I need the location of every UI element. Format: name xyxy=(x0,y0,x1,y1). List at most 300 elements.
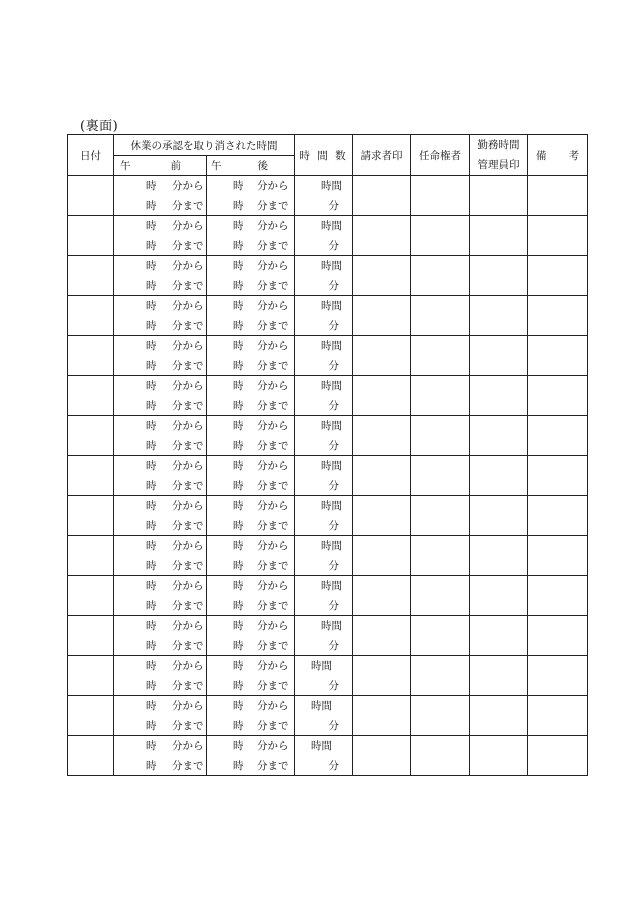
am-from-hour-label: 時 xyxy=(146,420,157,432)
pm-time-cell[interactable] xyxy=(207,376,295,416)
requester-seal-cell[interactable] xyxy=(353,216,411,256)
pm-until-minute-label: 分まで xyxy=(257,440,289,452)
minutes-label: 分 xyxy=(328,600,339,612)
minutes-label: 分 xyxy=(328,360,339,372)
attendance-manager-cell[interactable] xyxy=(470,616,528,656)
remarks-cell[interactable] xyxy=(528,456,588,496)
header-attendance-manager-line1: 勤務時間 xyxy=(477,139,520,151)
am-until-hour-label: 時 xyxy=(146,680,157,692)
appointer-cell[interactable] xyxy=(411,576,470,616)
appointer-cell[interactable] xyxy=(411,176,470,216)
hours-cell[interactable] xyxy=(295,216,353,256)
hours-cell[interactable] xyxy=(295,176,353,216)
am-time-cell[interactable] xyxy=(114,296,207,336)
pm-until-hour-label: 時 xyxy=(233,360,244,372)
attendance-manager-cell[interactable] xyxy=(470,496,528,536)
table-row xyxy=(68,736,588,776)
header-pm-char2: 後 xyxy=(257,160,268,172)
pm-from-minute-label: 分から xyxy=(257,620,289,632)
pm-until-minute-label: 分まで xyxy=(257,760,289,772)
appointer-cell[interactable] xyxy=(411,696,470,736)
hours-label: 時間 xyxy=(321,460,342,472)
attendance-manager-cell[interactable] xyxy=(470,216,528,256)
hours-cell[interactable] xyxy=(295,536,353,576)
hours-label: 時間 xyxy=(321,300,342,312)
pm-from-minute-label: 分から xyxy=(257,660,289,672)
date-cell[interactable] xyxy=(68,296,114,336)
appointer-cell[interactable] xyxy=(411,336,470,376)
hours-cell[interactable] xyxy=(295,576,353,616)
minutes-label: 分 xyxy=(328,520,339,532)
hours-label: 時間 xyxy=(311,740,332,752)
pm-from-hour-label: 時 xyxy=(233,620,244,632)
date-cell[interactable] xyxy=(68,376,114,416)
am-from-hour-label: 時 xyxy=(146,180,157,192)
hours-label: 時間 xyxy=(321,500,342,512)
hours-cell[interactable] xyxy=(295,736,353,776)
am-from-minute-label: 分から xyxy=(172,540,204,552)
hours-label: 時間 xyxy=(321,340,342,352)
remarks-cell[interactable] xyxy=(528,336,588,376)
header-cancelled-leave: 休業の承認を取り消された時間 xyxy=(114,135,295,156)
hours-label: 時間 xyxy=(321,420,342,432)
am-from-minute-label: 分から xyxy=(172,260,204,272)
pm-from-minute-label: 分から xyxy=(257,540,289,552)
am-from-hour-label: 時 xyxy=(146,580,157,592)
table-row xyxy=(68,656,588,696)
requester-seal-cell[interactable] xyxy=(353,416,411,456)
table-row xyxy=(68,696,588,736)
appointer-cell[interactable] xyxy=(411,216,470,256)
appointer-cell[interactable] xyxy=(411,456,470,496)
minutes-label: 分 xyxy=(328,560,339,572)
am-until-hour-label: 時 xyxy=(146,200,157,212)
attendance-manager-cell[interactable] xyxy=(470,416,528,456)
pm-until-hour-label: 時 xyxy=(233,280,244,292)
pm-until-hour-label: 時 xyxy=(233,720,244,732)
appointer-cell[interactable] xyxy=(411,536,470,576)
am-until-hour-label: 時 xyxy=(146,480,157,492)
date-cell[interactable] xyxy=(68,456,114,496)
requester-seal-cell[interactable] xyxy=(353,616,411,656)
hours-cell[interactable] xyxy=(295,376,353,416)
date-cell[interactable] xyxy=(68,176,114,216)
date-cell[interactable] xyxy=(68,256,114,296)
attendance-manager-cell[interactable] xyxy=(470,656,528,696)
hours-label: 時間 xyxy=(321,260,342,272)
table-row xyxy=(68,616,588,656)
attendance-manager-cell[interactable] xyxy=(470,736,528,776)
am-until-hour-label: 時 xyxy=(146,320,157,332)
pm-from-minute-label: 分から xyxy=(257,580,289,592)
pm-from-hour-label: 時 xyxy=(233,220,244,232)
hours-cell[interactable] xyxy=(295,336,353,376)
header-pm xyxy=(207,156,295,176)
requester-seal-cell[interactable] xyxy=(353,536,411,576)
pm-from-minute-label: 分から xyxy=(257,180,289,192)
am-until-minute-label: 分まで xyxy=(172,240,204,252)
header-am-char2: 前 xyxy=(170,160,181,172)
pm-time-cell[interactable] xyxy=(207,176,295,216)
pm-until-hour-label: 時 xyxy=(233,480,244,492)
am-until-hour-label: 時 xyxy=(146,720,157,732)
pm-from-minute-label: 分から xyxy=(257,740,289,752)
pm-from-minute-label: 分から xyxy=(257,460,289,472)
am-from-minute-label: 分から xyxy=(172,380,204,392)
attendance-manager-cell[interactable] xyxy=(470,176,528,216)
minutes-label: 分 xyxy=(328,280,339,292)
pm-until-hour-label: 時 xyxy=(233,640,244,652)
am-until-minute-label: 分まで xyxy=(172,400,204,412)
pm-until-hour-label: 時 xyxy=(233,600,244,612)
pm-until-minute-label: 分まで xyxy=(257,520,289,532)
hours-label: 時間 xyxy=(321,180,342,192)
pm-from-hour-label: 時 xyxy=(233,500,244,512)
minutes-label: 分 xyxy=(328,200,339,212)
requester-seal-cell[interactable] xyxy=(353,736,411,776)
am-until-hour-label: 時 xyxy=(146,240,157,252)
am-time-cell[interactable] xyxy=(114,456,207,496)
table-row xyxy=(68,296,588,336)
hours-cell[interactable] xyxy=(295,416,353,456)
requester-seal-cell[interactable] xyxy=(353,176,411,216)
hours-label: 時間 xyxy=(321,620,342,632)
table-row xyxy=(68,376,588,416)
pm-until-minute-label: 分まで xyxy=(257,200,289,212)
am-from-minute-label: 分から xyxy=(172,420,204,432)
am-from-hour-label: 時 xyxy=(146,540,157,552)
remarks-cell[interactable] xyxy=(528,576,588,616)
pm-from-hour-label: 時 xyxy=(233,700,244,712)
pm-until-minute-label: 分まで xyxy=(257,280,289,292)
am-time-cell[interactable] xyxy=(114,376,207,416)
requester-seal-cell[interactable] xyxy=(353,256,411,296)
am-time-cell[interactable] xyxy=(114,536,207,576)
am-time-cell[interactable] xyxy=(114,496,207,536)
appointer-cell[interactable] xyxy=(411,296,470,336)
am-from-minute-label: 分から xyxy=(172,460,204,472)
remarks-cell[interactable] xyxy=(528,496,588,536)
remarks-cell[interactable] xyxy=(528,376,588,416)
pm-until-minute-label: 分まで xyxy=(257,360,289,372)
hours-label: 時間 xyxy=(321,540,342,552)
date-cell[interactable] xyxy=(68,656,114,696)
minutes-label: 分 xyxy=(328,640,339,652)
pm-until-minute-label: 分まで xyxy=(257,480,289,492)
pm-until-minute-label: 分まで xyxy=(257,560,289,572)
date-cell[interactable] xyxy=(68,696,114,736)
header-appointer: 任命権者 xyxy=(411,135,470,176)
am-from-minute-label: 分から xyxy=(172,580,204,592)
requester-seal-cell[interactable] xyxy=(353,496,411,536)
am-from-hour-label: 時 xyxy=(146,220,157,232)
am-from-minute-label: 分から xyxy=(172,180,204,192)
pm-from-minute-label: 分から xyxy=(257,300,289,312)
am-time-cell[interactable] xyxy=(114,576,207,616)
header-attendance-manager-line2: 管理員印 xyxy=(477,159,520,171)
attendance-manager-cell[interactable] xyxy=(470,456,528,496)
pm-from-hour-label: 時 xyxy=(233,340,244,352)
pm-until-minute-label: 分まで xyxy=(257,240,289,252)
header-pm-char1: 午 xyxy=(211,160,222,172)
appointer-cell[interactable] xyxy=(411,496,470,536)
pm-from-minute-label: 分から xyxy=(257,420,289,432)
attendance-manager-cell[interactable] xyxy=(470,296,528,336)
remarks-cell[interactable] xyxy=(528,536,588,576)
header-am xyxy=(114,156,207,176)
am-until-hour-label: 時 xyxy=(146,520,157,532)
pm-from-hour-label: 時 xyxy=(233,300,244,312)
am-from-minute-label: 分から xyxy=(172,300,204,312)
am-until-minute-label: 分まで xyxy=(172,360,204,372)
pm-until-minute-label: 分まで xyxy=(257,600,289,612)
appointer-cell[interactable] xyxy=(411,416,470,456)
hours-label: 時間 xyxy=(311,700,332,712)
am-time-cell[interactable] xyxy=(114,416,207,456)
pm-until-hour-label: 時 xyxy=(233,320,244,332)
hours-label: 時間 xyxy=(321,220,342,232)
am-time-cell[interactable] xyxy=(114,256,207,296)
pm-time-cell[interactable] xyxy=(207,536,295,576)
date-cell[interactable] xyxy=(68,616,114,656)
pm-time-cell[interactable] xyxy=(207,416,295,456)
am-from-hour-label: 時 xyxy=(146,660,157,672)
remarks-cell[interactable] xyxy=(528,216,588,256)
table-row xyxy=(68,216,588,256)
pm-until-minute-label: 分まで xyxy=(257,320,289,332)
am-from-minute-label: 分から xyxy=(172,660,204,672)
pm-time-cell[interactable] xyxy=(207,336,295,376)
am-from-hour-label: 時 xyxy=(146,260,157,272)
pm-from-minute-label: 分から xyxy=(257,380,289,392)
header-remarks xyxy=(528,135,588,176)
am-until-minute-label: 分まで xyxy=(172,320,204,332)
pm-until-minute-label: 分まで xyxy=(257,680,289,692)
pm-from-minute-label: 分から xyxy=(257,700,289,712)
am-time-cell[interactable] xyxy=(114,176,207,216)
am-until-minute-label: 分まで xyxy=(172,760,204,772)
pm-from-minute-label: 分から xyxy=(257,500,289,512)
am-from-minute-label: 分から xyxy=(172,620,204,632)
minutes-label: 分 xyxy=(328,480,339,492)
am-until-hour-label: 時 xyxy=(146,760,157,772)
remarks-cell[interactable] xyxy=(528,296,588,336)
pm-until-minute-label: 分まで xyxy=(257,720,289,732)
pm-time-cell[interactable] xyxy=(207,296,295,336)
attendance-manager-cell[interactable] xyxy=(470,576,528,616)
requester-seal-cell[interactable] xyxy=(353,576,411,616)
minutes-label: 分 xyxy=(328,440,339,452)
pm-from-hour-label: 時 xyxy=(233,580,244,592)
hours-label: 時間 xyxy=(321,380,342,392)
table-row xyxy=(68,256,588,296)
am-from-hour-label: 時 xyxy=(146,460,157,472)
pm-time-cell[interactable] xyxy=(207,736,295,776)
pm-from-hour-label: 時 xyxy=(233,380,244,392)
am-from-hour-label: 時 xyxy=(146,380,157,392)
am-time-cell[interactable] xyxy=(114,616,207,656)
table-row xyxy=(68,576,588,616)
pm-time-cell[interactable] xyxy=(207,696,295,736)
pm-until-hour-label: 時 xyxy=(233,440,244,452)
appointer-cell[interactable] xyxy=(411,616,470,656)
minutes-label: 分 xyxy=(328,680,339,692)
attendance-manager-cell[interactable] xyxy=(470,256,528,296)
table-row xyxy=(68,176,588,216)
date-cell[interactable] xyxy=(68,496,114,536)
am-time-cell[interactable] xyxy=(114,696,207,736)
remarks-cell[interactable] xyxy=(528,616,588,656)
am-until-hour-label: 時 xyxy=(146,600,157,612)
attendance-manager-cell[interactable] xyxy=(470,376,528,416)
minutes-label: 分 xyxy=(328,720,339,732)
hours-cell[interactable] xyxy=(295,616,353,656)
attendance-manager-cell[interactable] xyxy=(470,536,528,576)
pm-until-minute-label: 分まで xyxy=(257,640,289,652)
am-until-minute-label: 分まで xyxy=(172,440,204,452)
minutes-label: 分 xyxy=(328,240,339,252)
am-time-cell[interactable] xyxy=(114,736,207,776)
attendance-manager-cell[interactable] xyxy=(470,336,528,376)
pm-until-hour-label: 時 xyxy=(233,240,244,252)
header-date: 日付 xyxy=(68,135,114,176)
pm-until-hour-label: 時 xyxy=(233,680,244,692)
am-until-hour-label: 時 xyxy=(146,560,157,572)
appointer-cell[interactable] xyxy=(411,256,470,296)
am-until-minute-label: 分まで xyxy=(172,600,204,612)
appointer-cell[interactable] xyxy=(411,656,470,696)
am-until-hour-label: 時 xyxy=(146,400,157,412)
am-until-hour-label: 時 xyxy=(146,640,157,652)
pm-until-hour-label: 時 xyxy=(233,520,244,532)
am-until-hour-label: 時 xyxy=(146,440,157,452)
pm-until-hour-label: 時 xyxy=(233,760,244,772)
table-row xyxy=(68,536,588,576)
minutes-label: 分 xyxy=(328,400,339,412)
leave-cancellation-table xyxy=(67,134,588,776)
hours-cell[interactable] xyxy=(295,696,353,736)
pm-time-cell[interactable] xyxy=(207,256,295,296)
pm-until-hour-label: 時 xyxy=(233,560,244,572)
pm-from-hour-label: 時 xyxy=(233,420,244,432)
pm-time-cell[interactable] xyxy=(207,496,295,536)
requester-seal-cell[interactable] xyxy=(353,696,411,736)
date-cell[interactable] xyxy=(68,736,114,776)
remarks-cell[interactable] xyxy=(528,736,588,776)
pm-until-hour-label: 時 xyxy=(233,400,244,412)
hours-cell[interactable] xyxy=(295,496,353,536)
remarks-cell[interactable] xyxy=(528,176,588,216)
hours-cell[interactable] xyxy=(295,256,353,296)
am-from-minute-label: 分から xyxy=(172,700,204,712)
pm-from-hour-label: 時 xyxy=(233,660,244,672)
am-from-hour-label: 時 xyxy=(146,300,157,312)
hours-cell[interactable] xyxy=(295,456,353,496)
pm-from-minute-label: 分から xyxy=(257,340,289,352)
hours-label: 時間 xyxy=(321,580,342,592)
am-from-hour-label: 時 xyxy=(146,740,157,752)
pm-from-minute-label: 分から xyxy=(257,260,289,272)
pm-from-hour-label: 時 xyxy=(233,740,244,752)
am-from-minute-label: 分から xyxy=(172,220,204,232)
pm-time-cell[interactable] xyxy=(207,576,295,616)
pm-from-hour-label: 時 xyxy=(233,540,244,552)
header-am-char1: 午 xyxy=(120,160,131,172)
am-until-minute-label: 分まで xyxy=(172,640,204,652)
hours-cell[interactable] xyxy=(295,656,353,696)
am-from-hour-label: 時 xyxy=(146,620,157,632)
date-cell[interactable] xyxy=(68,216,114,256)
am-until-minute-label: 分まで xyxy=(172,680,204,692)
date-cell[interactable] xyxy=(68,336,114,376)
attendance-manager-cell[interactable] xyxy=(470,696,528,736)
requester-seal-cell[interactable] xyxy=(353,336,411,376)
am-from-hour-label: 時 xyxy=(146,500,157,512)
requester-seal-cell[interactable] xyxy=(353,456,411,496)
remarks-cell[interactable] xyxy=(528,656,588,696)
header-remarks-char1: 備 xyxy=(536,149,547,162)
am-until-minute-label: 分まで xyxy=(172,480,204,492)
page-side-label: (裏面) xyxy=(80,119,119,134)
header-hours: 時 間 数 xyxy=(295,135,353,176)
minutes-label: 分 xyxy=(328,320,339,332)
am-until-minute-label: 分まで xyxy=(172,720,204,732)
table-row xyxy=(68,496,588,536)
remarks-cell[interactable] xyxy=(528,696,588,736)
header-remarks-char2: 考 xyxy=(568,149,579,162)
am-time-cell[interactable] xyxy=(114,216,207,256)
date-cell[interactable] xyxy=(68,536,114,576)
pm-from-hour-label: 時 xyxy=(233,260,244,272)
date-cell[interactable] xyxy=(68,416,114,456)
hours-cell[interactable] xyxy=(295,296,353,336)
am-until-minute-label: 分まで xyxy=(172,280,204,292)
pm-time-cell[interactable] xyxy=(207,616,295,656)
table-row xyxy=(68,416,588,456)
appointer-cell[interactable] xyxy=(411,376,470,416)
header-requester-seal: 請求者印 xyxy=(353,135,411,176)
am-time-cell[interactable] xyxy=(114,336,207,376)
minutes-label: 分 xyxy=(328,760,339,772)
pm-until-minute-label: 分まで xyxy=(257,400,289,412)
am-from-minute-label: 分から xyxy=(172,340,204,352)
appointer-cell[interactable] xyxy=(411,736,470,776)
am-until-hour-label: 時 xyxy=(146,280,157,292)
requester-seal-cell[interactable] xyxy=(353,656,411,696)
requester-seal-cell[interactable] xyxy=(353,296,411,336)
am-from-minute-label: 分から xyxy=(172,500,204,512)
am-until-hour-label: 時 xyxy=(146,360,157,372)
table-row xyxy=(68,456,588,496)
requester-seal-cell[interactable] xyxy=(353,376,411,416)
am-until-minute-label: 分まで xyxy=(172,520,204,532)
pm-time-cell[interactable] xyxy=(207,456,295,496)
am-from-minute-label: 分から xyxy=(172,740,204,752)
remarks-cell[interactable] xyxy=(528,416,588,456)
am-until-minute-label: 分まで xyxy=(172,200,204,212)
header-attendance-manager xyxy=(470,135,528,176)
remarks-cell[interactable] xyxy=(528,256,588,296)
table-row xyxy=(68,336,588,376)
pm-from-hour-label: 時 xyxy=(233,180,244,192)
am-from-hour-label: 時 xyxy=(146,340,157,352)
pm-from-hour-label: 時 xyxy=(233,460,244,472)
am-time-cell[interactable] xyxy=(114,656,207,696)
pm-time-cell[interactable] xyxy=(207,216,295,256)
hours-label: 時間 xyxy=(311,660,332,672)
date-cell[interactable] xyxy=(68,576,114,616)
pm-time-cell[interactable] xyxy=(207,656,295,696)
